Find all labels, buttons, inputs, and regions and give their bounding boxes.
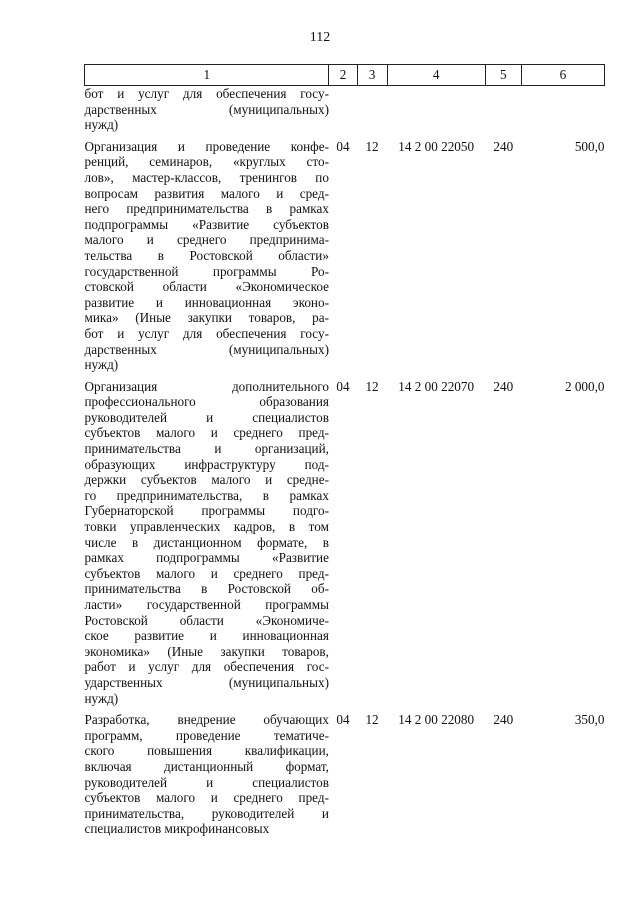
description-line: Организация дополнительного (84, 378, 329, 394)
row-description (85, 706, 329, 837)
description-line: ского повышения квалификации, (84, 743, 329, 759)
description-line: развитие и инновационная эконо- (84, 294, 329, 310)
amount-value: 2 000,0 (564, 378, 605, 394)
description-line: держки субъектов малого и средне- (84, 472, 329, 488)
expense-type-code: 240 (493, 378, 514, 394)
description-line: Ростовской области «Экономиче- (84, 612, 329, 628)
description-line: принимательства в Ростовской об- (84, 581, 329, 597)
description-line: мика» (Иные закупки товаров, ра- (84, 310, 329, 326)
description-line: ласти» государственной программы (84, 597, 329, 612)
description-line: руководителей и специалистов (84, 409, 329, 425)
description-line: го предпринимательства, в рамках (84, 487, 329, 503)
table-body (85, 86, 605, 837)
header-row (85, 65, 605, 86)
section-code: 04 (336, 378, 350, 394)
table-row (85, 706, 605, 837)
target-article-code: 14 2 00 22050 (398, 138, 475, 154)
header-col-1: 1 (85, 65, 329, 86)
description-line: малого и среднего предпринима- (84, 232, 329, 248)
description-line: ренций, семинаров, «круглых сто- (84, 154, 329, 170)
header-col-3: 3 (357, 65, 387, 86)
section-code (329, 86, 357, 133)
page-number: 112 (309, 30, 331, 45)
description-line: нужд) (84, 690, 119, 706)
description-line: стовской области «Экономическое (84, 279, 329, 295)
description-line: Разработка, внедрение обучающих (84, 712, 329, 728)
header-col-2: 2 (329, 65, 357, 86)
table-row (85, 133, 605, 373)
description-line: руководителей и специалистов (84, 774, 329, 790)
description-line: профессионального образования (84, 394, 329, 410)
description-line: принимательства, руководителей и (84, 805, 329, 821)
amount-value: 500,0 (574, 138, 605, 154)
description-line: нужд) (84, 117, 119, 133)
description-line: него предпринимательства в рамках (84, 201, 329, 217)
amount-value: 350,0 (574, 712, 605, 728)
description-line: бот и услуг для обеспечения госу- (84, 325, 329, 341)
description-line: нужд) (84, 357, 119, 373)
subsection-code (357, 86, 387, 133)
expense-type-code (485, 86, 521, 133)
description-line: бот и услуг для обеспечения госу- (84, 86, 329, 101)
description-line: Организация и проведение конфе- (84, 138, 329, 154)
expense-type-code: 240 (493, 138, 514, 154)
description-line: дарственных (муниципальных) (84, 101, 329, 117)
subsection-code: 12 (365, 712, 379, 728)
table-row (85, 86, 605, 133)
description-line: субъектов малого и среднего пред- (84, 425, 329, 441)
description-line: тельства в Ростовской области» (84, 247, 329, 263)
section-code: 04 (336, 712, 350, 728)
target-article-code (387, 86, 485, 133)
target-article-code: 14 2 00 22080 (398, 712, 475, 728)
description-line: ударственных (муниципальных) (84, 674, 329, 690)
amount-value (521, 86, 604, 133)
description-line: включая дистанционный формат, (84, 758, 329, 774)
description-line: субъектов малого и среднего пред- (84, 565, 329, 581)
description-line: принимательства и организаций, (84, 441, 329, 457)
row-description (85, 133, 329, 373)
description-line: дарственных (муниципальных) (84, 341, 329, 357)
description-line: государственной программы Ро- (84, 263, 329, 279)
expense-type-code: 240 (493, 712, 514, 728)
header-col-5: 5 (485, 65, 521, 86)
subsection-code: 12 (365, 138, 379, 154)
description-line: подпрограммы «Развитие субъектов (84, 216, 329, 232)
row-description (85, 86, 329, 133)
row-description (85, 373, 329, 706)
description-line: вопросам развития малого и сред- (84, 185, 329, 201)
description-line: субъектов малого и среднего пред- (84, 790, 329, 806)
header-col-6: 6 (521, 65, 604, 86)
description-line: ское развитие и инновационная (84, 628, 329, 644)
table-row (85, 373, 605, 706)
description-line: специалистов микрофинансовых (84, 821, 270, 837)
description-line: Губернаторской программы подго- (84, 503, 329, 519)
description-line: программ, проведение тематиче- (84, 727, 329, 743)
description-line: товки управленческих кадров, в том (84, 519, 329, 535)
description-line: лов», мастер-классов, тренингов по (84, 169, 329, 185)
description-line: работ и услуг для обеспечения гос- (84, 659, 329, 675)
description-line: рамках подпрограммы «Развитие (84, 550, 329, 566)
budget-table (84, 64, 605, 837)
table-header (85, 65, 605, 86)
target-article-code: 14 2 00 22070 (398, 378, 475, 394)
description-line: образующих инфраструктуру под- (84, 456, 329, 472)
description-line: экономика» (Иные закупки товаров, (84, 643, 329, 659)
subsection-code: 12 (365, 378, 379, 394)
header-col-4: 4 (387, 65, 485, 86)
description-line: числе в дистанционном формате, в (84, 534, 329, 550)
section-code: 04 (336, 138, 350, 154)
